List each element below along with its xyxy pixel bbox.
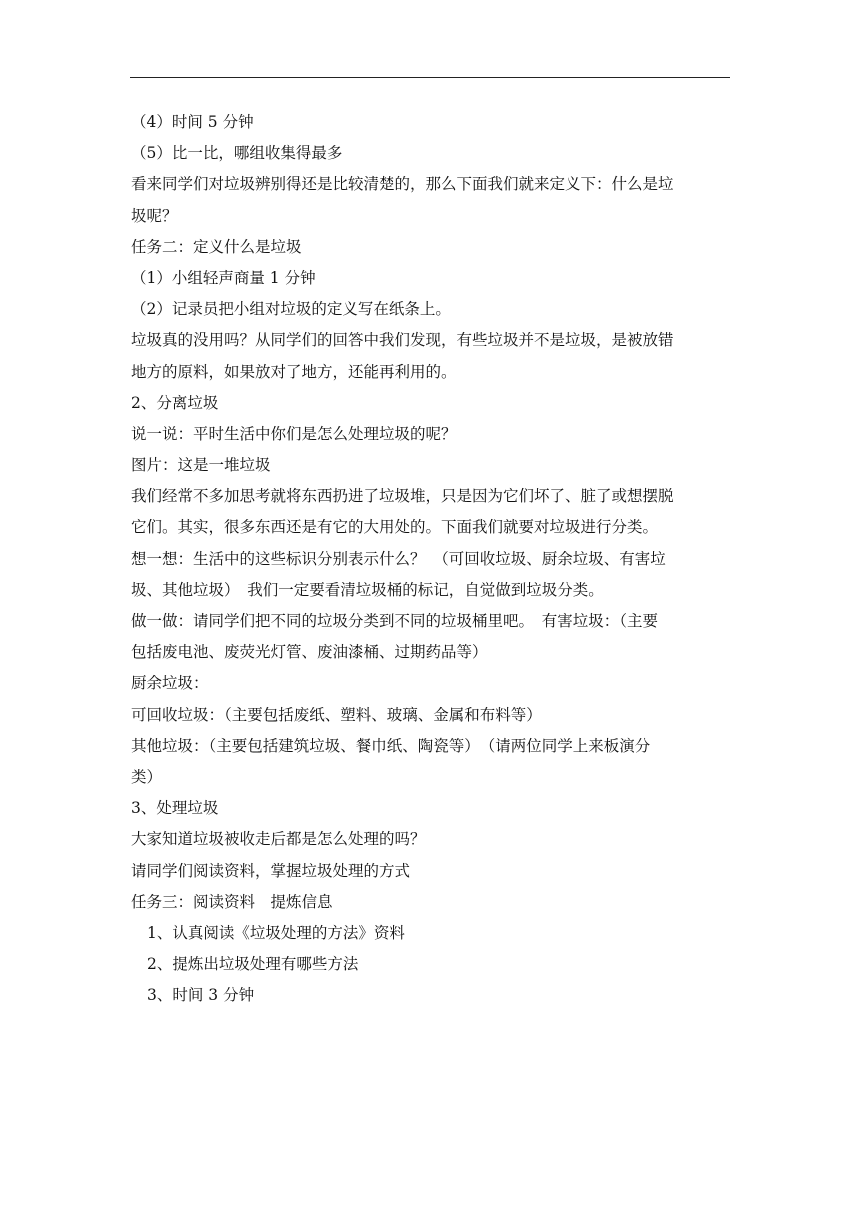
section-heading: 2、分离垃圾: [131, 393, 219, 412]
text-line: 其他垃圾：（主要包括建筑垃圾、餐巾纸、陶瓷等） （请两位同学上来板演分: [131, 736, 651, 755]
text-line: （2）记录员把小组对垃圾的定义写在纸条上。: [131, 300, 451, 319]
list-item: 2、提炼出垃圾处理有哪些方法: [147, 955, 359, 974]
text-line: （5）比一比，哪组收集得最多: [131, 144, 343, 163]
list-item: 1、认真阅读《垃圾处理的方法》资料: [147, 923, 405, 942]
text-line: 可回收垃圾：（主要包括废纸、塑料、玻璃、金属和布料等）: [131, 705, 542, 724]
text-line: 圾呢？: [131, 206, 178, 225]
list-item: 3、时间 3 分钟: [147, 986, 255, 1005]
text-line: 说一说：平时生活中你们是怎么处理垃圾的呢？: [131, 424, 457, 443]
text-line: 我们经常不多加思考就将东西扔进了垃圾堆，只是因为它们坏了、脏了或想摆脱: [131, 487, 674, 506]
text-line: 它们。其实，很多东西还是有它的大用处的。下面我们就要对垃圾进行分类。: [131, 518, 659, 537]
text-line: 圾、其他垃圾） 我们一定要看清垃圾桶的标记，自觉做到垃圾分类。: [131, 580, 604, 599]
text-line: 包括废电池、废荧光灯管、废油漆桶、过期药品等）: [131, 643, 488, 662]
header-rule: [130, 77, 730, 78]
text-line: 看来同学们对垃圾辨别得还是比较清楚的，那么下面我们就来定义下：什么是垃: [131, 175, 674, 194]
text-line: 图片：这是一堆垃圾: [131, 456, 271, 475]
text-line: （1）小组轻声商量 1 分钟: [131, 268, 316, 287]
text-line: （4）时间 5 分钟: [131, 113, 254, 131]
text-line: 地方的原料，如果放对了地方，还能再利用的。: [131, 362, 457, 381]
text-line: 垃圾真的没用吗？从同学们的回答中我们发现，有些垃圾并不是垃圾，是被放错: [131, 331, 674, 350]
text-line: 做一做：请同学们把不同的垃圾分类到不同的垃圾桶里吧。 有害垃圾：（主要: [131, 612, 659, 630]
text-line: 想一想：生活中的这些标识分别表示什么？ （可回收垃圾、厨余垃圾、有害垃: [131, 549, 666, 568]
text-line: 大家知道垃圾被收走后都是怎么处理的吗？: [131, 830, 426, 849]
document-body: [131, 107, 731, 1011]
text-line: 请同学们阅读资料，掌握垃圾处理的方式: [131, 861, 411, 880]
text-line: 厨余垃圾：: [131, 674, 209, 693]
text-line: 任务三：阅读资料 提炼信息: [131, 892, 333, 911]
text-line: 任务二：定义什么是垃圾: [131, 237, 302, 256]
section-heading: 3、处理垃圾: [131, 799, 219, 818]
text-line: 类）: [131, 767, 163, 786]
